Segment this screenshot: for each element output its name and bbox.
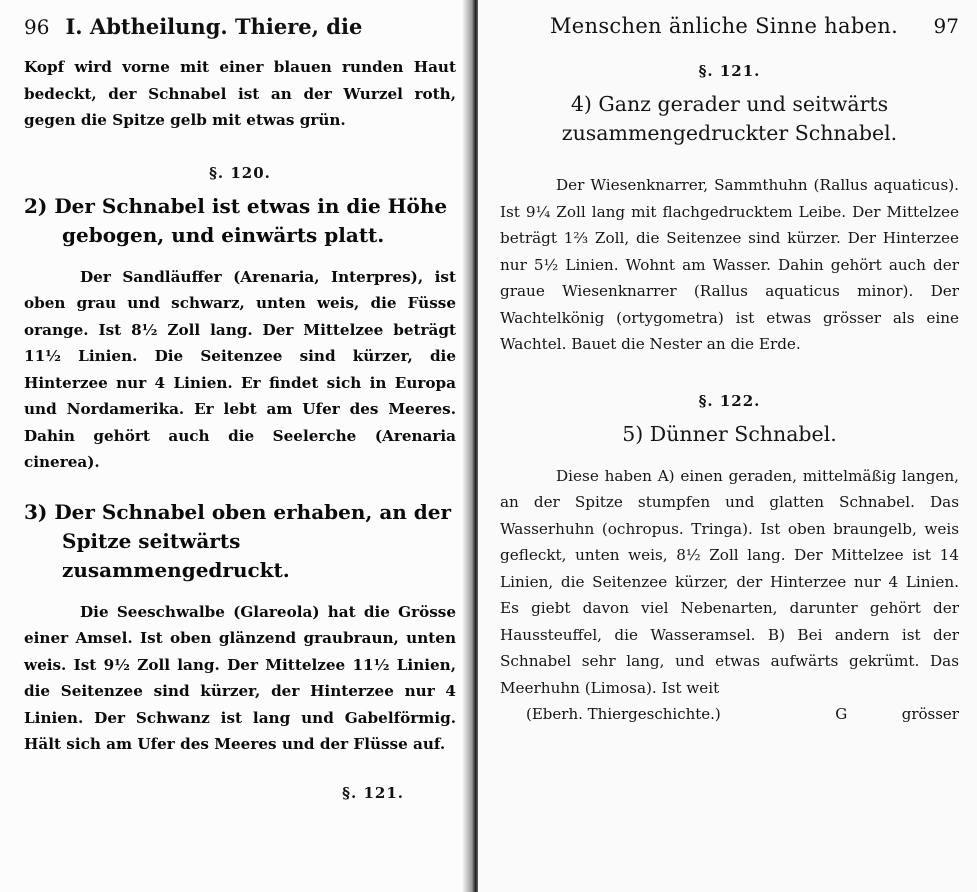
heading-2-text: 2) Der Schnabel ist etwas in die Höhe gebogen, und einwärts platt. xyxy=(24,193,448,247)
left-running-title: I. Abtheilung. Thiere, die xyxy=(65,14,363,39)
left-intro-text: Kopf wird vorne mit einer blauen runden Haut bedeckt, der Schnabel ist an der Wurzel roth, gegen die Spitze gelb mit etwas grün. xyxy=(24,58,456,129)
signature-mark: G xyxy=(835,705,848,723)
left-page-header xyxy=(24,14,456,54)
heading-2 xyxy=(24,192,456,250)
paragraph-wasserhuhn: Diese haben A) einen geraden, mittelmäßig langen, an der Spitze stumpfen und glatten Schnabel. Das Wasserhuhn (ochropus. Tringa). Ist oben braungelb, weis gefleckt, unten weis, 8½ Zoll lang. Der Mittelzee ist 14 Linien, die Seitenzee kürzer, der Hinterzee nur 4 Linien. Es giebt davon viel Nebenarten, darunter gehört der Haussteuffel, die Wasseramsel. B) Bei andern ist der Schnabel sehr lang, und etwas aufwärts gekrümt. Das Meerhuhn (Limosa). Ist weit xyxy=(500,466,959,697)
heading-3 xyxy=(24,498,456,585)
right-running-title: Menschen änliche Sinne haben. xyxy=(550,14,899,38)
right-catchword: grösser xyxy=(901,705,959,723)
heading-4: 4) Ganz gerader und seitwärts zusammengedruckter Schnabel. xyxy=(561,92,898,145)
section-122-number: §. 122. xyxy=(698,391,761,410)
right-page-header xyxy=(500,14,959,54)
paragraph-sandlaeuffer: Der Sandläuffer (Arenaria, Interpres), ist oben grau und schwarz, unten weis, die Füsse orange. Ist 8½ Zoll lang. Der Mittelzee beträgt 11½ Linien. Die Seitenzee sind kürzer, die Hinterzee nur 4 Linien. Er findet sich in Europa und Nordamerika. Er lebt am Ufer des Meeres. Dahin gehört auch die Seelerche (Arenaria cinerea). xyxy=(24,267,456,471)
left-page-number: 96 xyxy=(24,15,50,39)
heading-5: 5) Dünner Schnabel. xyxy=(622,421,837,446)
heading-3-text: 3) Der Schnabel oben erhaben, an der Spitze seitwärts zusammengedruckt. xyxy=(24,499,452,582)
paragraph-wiesenknarrer: Der Wiesenknarrer, Sammthuhn (Rallus aquaticus). Ist 9¼ Zoll lang mit flachgedrucktem Leibe. Der Mittelzee beträgt 1⅔ Zoll, die Seitenzee sind kürzer. Der Hinterzee nur 5½ Linien. Wohnt am Wasser. Dahin gehört auch der graue Wiesenknarrer (Rallus aquaticus minor). Der Wachtelkönig (ortygometra) ist etwas grösser als eine Wachtel. Bauet die Nester an die Erde. xyxy=(500,176,959,353)
section-121-number: §. 121. xyxy=(698,62,761,80)
section-120-number: §. 120. xyxy=(209,163,271,182)
right-page xyxy=(478,0,977,892)
right-footer-line xyxy=(500,701,959,727)
footer-source-note: (Eberh. Thiergeschichte.) xyxy=(526,705,721,723)
paragraph-seeschwalbe: Die Seeschwalbe (Glareola) hat die Grösse einer Amsel. Ist oben glänzend graubraun, unten weis. Ist 9½ Zoll lang. Der Mittelzee 11½ Linien, die Seitenzee sind kürzer, der Hinterzee nur 4 Linien. Der Schwanz ist lang und Gabelförmig. Hält sich am Ufer des Meeres und der Flüsse auf. xyxy=(24,602,456,753)
left-catchword: §. 121. xyxy=(342,783,404,802)
right-page-number: 97 xyxy=(933,14,959,38)
left-page xyxy=(0,0,476,892)
